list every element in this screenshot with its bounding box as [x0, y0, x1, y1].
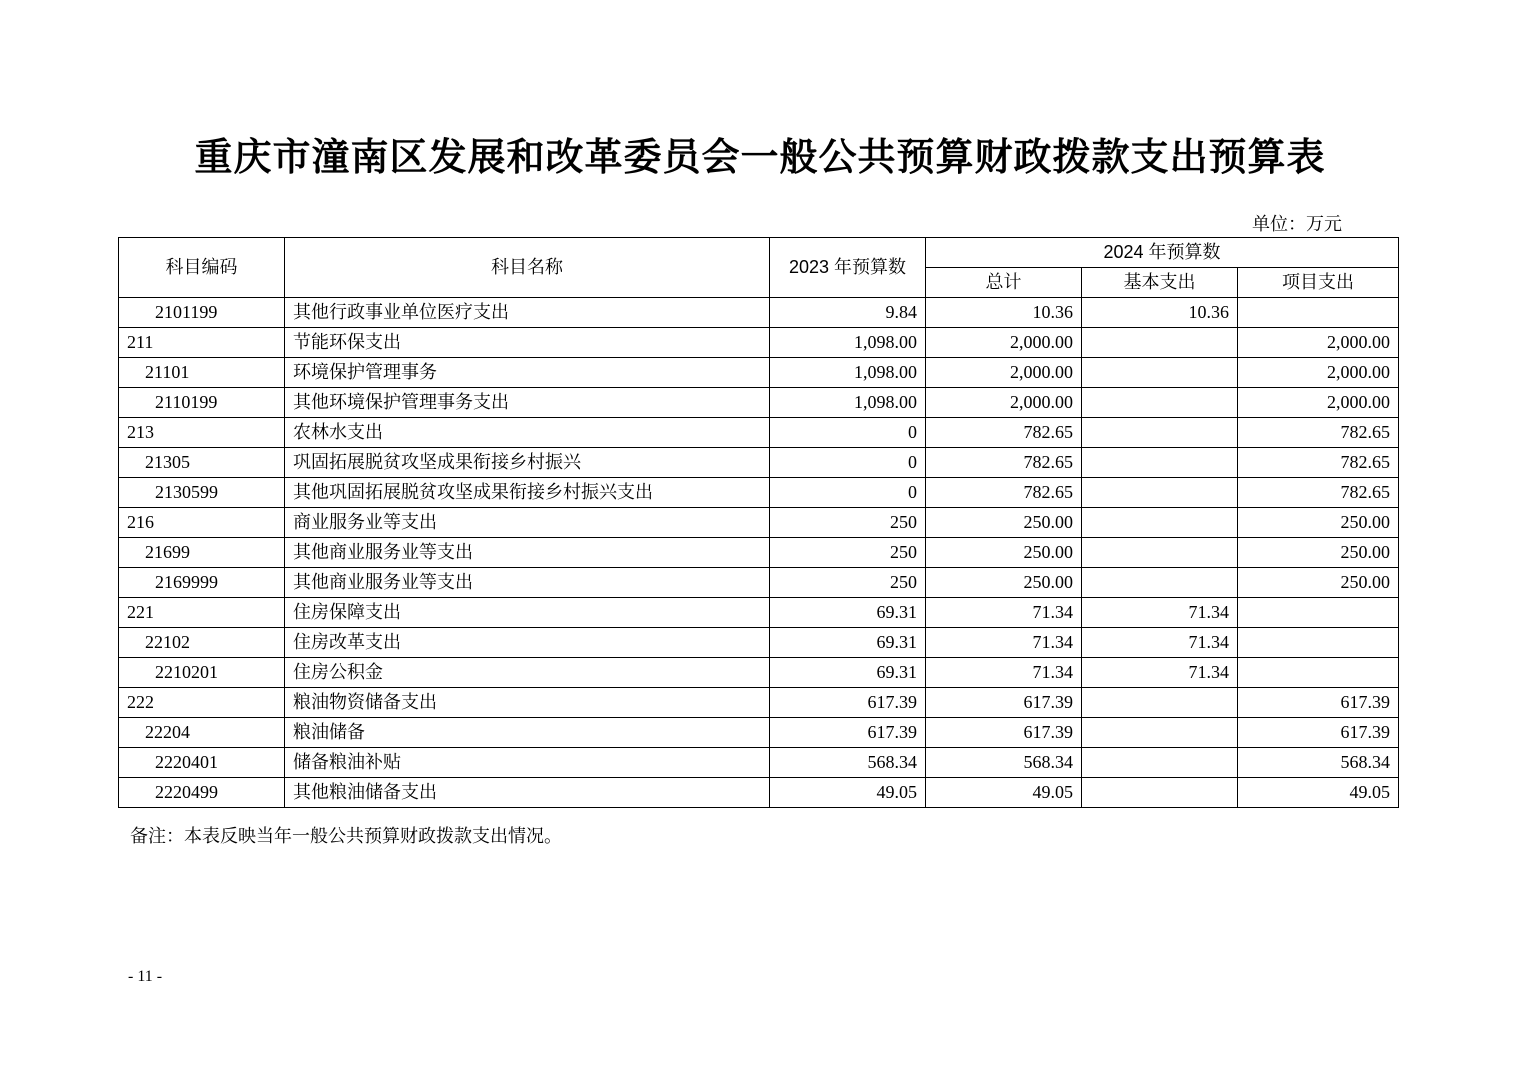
table-row	[119, 718, 1399, 748]
cell-name: 住房公积金	[285, 658, 770, 688]
cell-basic	[1082, 748, 1238, 778]
budget-table	[118, 237, 1399, 808]
cell-total: 782.65	[926, 478, 1082, 508]
cell-total: 2,000.00	[926, 358, 1082, 388]
cell-code: 2220401	[119, 748, 285, 778]
cell-name: 其他巩固拓展脱贫攻坚成果衔接乡村振兴支出	[285, 478, 770, 508]
cell-total: 71.34	[926, 658, 1082, 688]
cell-project: 617.39	[1238, 718, 1399, 748]
table-row	[119, 568, 1399, 598]
table-body	[119, 298, 1399, 808]
cell-budget-2023: 1,098.00	[770, 358, 926, 388]
cell-project: 782.65	[1238, 478, 1399, 508]
cell-name: 其他行政事业单位医疗支出	[285, 298, 770, 328]
cell-project: 49.05	[1238, 778, 1399, 808]
table-row	[119, 538, 1399, 568]
cell-basic	[1082, 388, 1238, 418]
cell-budget-2023: 0	[770, 448, 926, 478]
page-number: - 11 -	[128, 968, 163, 985]
table-row	[119, 448, 1399, 478]
cell-name: 其他环境保护管理事务支出	[285, 388, 770, 418]
cell-project	[1238, 298, 1399, 328]
cell-budget-2023: 250	[770, 538, 926, 568]
table-row	[119, 508, 1399, 538]
cell-total: 250.00	[926, 508, 1082, 538]
cell-total: 250.00	[926, 568, 1082, 598]
table-row	[119, 328, 1399, 358]
table-row	[119, 688, 1399, 718]
table-row	[119, 358, 1399, 388]
cell-name: 粮油物资储备支出	[285, 688, 770, 718]
cell-total: 2,000.00	[926, 388, 1082, 418]
cell-code: 2169999	[119, 568, 285, 598]
cell-project	[1238, 658, 1399, 688]
cell-name: 其他商业服务业等支出	[285, 538, 770, 568]
table-row	[119, 298, 1399, 328]
cell-budget-2023: 49.05	[770, 778, 926, 808]
cell-name: 粮油储备	[285, 718, 770, 748]
cell-basic	[1082, 688, 1238, 718]
cell-basic	[1082, 778, 1238, 808]
footnote: 备注：本表反映当年一般公共预算财政拨款支出情况。	[130, 826, 562, 846]
cell-budget-2023: 69.31	[770, 628, 926, 658]
cell-code: 21101	[119, 358, 285, 388]
cell-total: 617.39	[926, 688, 1082, 718]
cell-total: 568.34	[926, 748, 1082, 778]
cell-code: 211	[119, 328, 285, 358]
cell-budget-2023: 0	[770, 418, 926, 448]
cell-project: 782.65	[1238, 448, 1399, 478]
cell-total: 617.39	[926, 718, 1082, 748]
cell-code: 216	[119, 508, 285, 538]
cell-basic: 71.34	[1082, 658, 1238, 688]
cell-name: 商业服务业等支出	[285, 508, 770, 538]
cell-name: 储备粮油补贴	[285, 748, 770, 778]
cell-code: 22102	[119, 628, 285, 658]
cell-total: 71.34	[926, 598, 1082, 628]
cell-code: 222	[119, 688, 285, 718]
cell-project	[1238, 598, 1399, 628]
cell-name: 农林水支出	[285, 418, 770, 448]
cell-code: 2101199	[119, 298, 285, 328]
cell-code: 2130599	[119, 478, 285, 508]
cell-budget-2023: 1,098.00	[770, 388, 926, 418]
cell-name: 其他商业服务业等支出	[285, 568, 770, 598]
table-row	[119, 418, 1399, 448]
cell-project	[1238, 628, 1399, 658]
cell-basic	[1082, 538, 1238, 568]
cell-name: 节能环保支出	[285, 328, 770, 358]
cell-budget-2023: 69.31	[770, 598, 926, 628]
cell-project: 617.39	[1238, 688, 1399, 718]
table-row	[119, 778, 1399, 808]
cell-project: 250.00	[1238, 568, 1399, 598]
cell-basic: 10.36	[1082, 298, 1238, 328]
cell-basic	[1082, 448, 1238, 478]
cell-code: 221	[119, 598, 285, 628]
cell-code: 22204	[119, 718, 285, 748]
header-budget-2024: 2024 年预算数	[926, 238, 1399, 268]
cell-name: 住房保障支出	[285, 598, 770, 628]
cell-budget-2023: 1,098.00	[770, 328, 926, 358]
cell-total: 782.65	[926, 418, 1082, 448]
cell-budget-2023: 250	[770, 568, 926, 598]
cell-code: 2210201	[119, 658, 285, 688]
cell-project: 568.34	[1238, 748, 1399, 778]
cell-project: 2,000.00	[1238, 388, 1399, 418]
table-row	[119, 388, 1399, 418]
document-title: 重庆市潼南区发展和改革委员会一般公共预算财政拨款支出预算表	[194, 137, 1326, 179]
cell-total: 49.05	[926, 778, 1082, 808]
header-project: 项目支出	[1238, 268, 1399, 298]
cell-budget-2023: 250	[770, 508, 926, 538]
cell-total: 2,000.00	[926, 328, 1082, 358]
header-basic: 基本支出	[1082, 268, 1238, 298]
cell-basic	[1082, 328, 1238, 358]
cell-total: 250.00	[926, 538, 1082, 568]
table-row	[119, 748, 1399, 778]
cell-code: 2110199	[119, 388, 285, 418]
cell-budget-2023: 69.31	[770, 658, 926, 688]
cell-basic	[1082, 508, 1238, 538]
header-name: 科目名称	[285, 238, 770, 298]
cell-basic	[1082, 568, 1238, 598]
cell-budget-2023: 9.84	[770, 298, 926, 328]
cell-budget-2023: 0	[770, 478, 926, 508]
cell-budget-2023: 617.39	[770, 688, 926, 718]
cell-code: 21699	[119, 538, 285, 568]
cell-name: 环境保护管理事务	[285, 358, 770, 388]
cell-basic: 71.34	[1082, 628, 1238, 658]
cell-total: 71.34	[926, 628, 1082, 658]
header-total: 总计	[926, 268, 1082, 298]
cell-code: 213	[119, 418, 285, 448]
cell-basic	[1082, 718, 1238, 748]
cell-project: 2,000.00	[1238, 328, 1399, 358]
cell-budget-2023: 568.34	[770, 748, 926, 778]
table-row	[119, 478, 1399, 508]
cell-budget-2023: 617.39	[770, 718, 926, 748]
cell-name: 巩固拓展脱贫攻坚成果衔接乡村振兴	[285, 448, 770, 478]
unit-label: 单位：万元	[1252, 214, 1342, 234]
header-budget-2023: 2023 年预算数	[770, 238, 926, 298]
cell-total: 10.36	[926, 298, 1082, 328]
cell-project: 782.65	[1238, 418, 1399, 448]
cell-total: 782.65	[926, 448, 1082, 478]
cell-basic: 71.34	[1082, 598, 1238, 628]
cell-basic	[1082, 478, 1238, 508]
header-code: 科目编码	[119, 238, 285, 298]
cell-code: 2220499	[119, 778, 285, 808]
cell-basic	[1082, 358, 1238, 388]
cell-code: 21305	[119, 448, 285, 478]
table-row	[119, 628, 1399, 658]
cell-project: 2,000.00	[1238, 358, 1399, 388]
cell-project: 250.00	[1238, 538, 1399, 568]
table-row	[119, 598, 1399, 628]
cell-basic	[1082, 418, 1238, 448]
cell-name: 住房改革支出	[285, 628, 770, 658]
table-row	[119, 658, 1399, 688]
cell-name: 其他粮油储备支出	[285, 778, 770, 808]
cell-project: 250.00	[1238, 508, 1399, 538]
